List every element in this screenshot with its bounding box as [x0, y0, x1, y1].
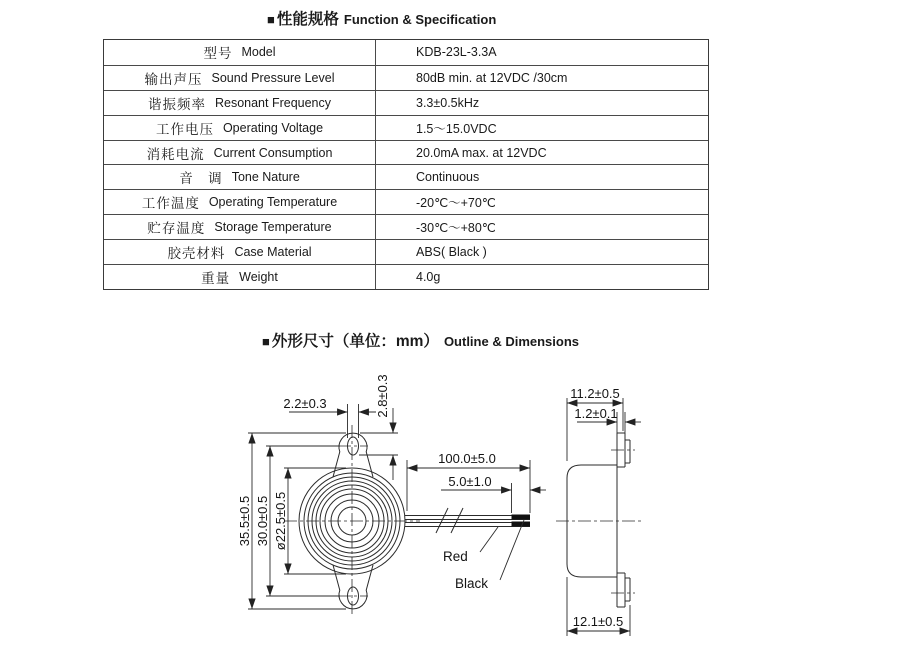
row-value: 4.0g: [416, 270, 441, 285]
lead-wires: [405, 451, 546, 591]
dim-text-wire-length: 100.0±5.0: [438, 451, 496, 466]
side-top-flange: [611, 433, 635, 467]
row-label-en: Tone Nature: [231, 170, 300, 185]
dim-text-side-width: 11.2±0.5: [570, 386, 620, 401]
front-view: [237, 374, 420, 617]
dim-flange-thickness: [574, 406, 641, 433]
row-value: 80dB min. at 12VDC /30cm: [416, 70, 568, 85]
row-value: 3.3±0.5kHz: [416, 95, 480, 110]
black-wire-label: Black: [455, 576, 489, 591]
row-label-zh: 消耗电流: [146, 146, 205, 162]
spec-title-zh: 性能规格: [276, 11, 339, 28]
row-label-zh: 工作电压: [155, 121, 214, 137]
red-wire-label: Red: [443, 549, 468, 564]
dim-text-body-diameter: ø22.5±0.5: [273, 491, 288, 551]
row-label-zh: 谐振频率: [147, 96, 206, 112]
row-value: 1.5～15.0VDC: [416, 121, 497, 136]
break-mark: [436, 508, 448, 533]
outline-title-en: Outline & Dimensions: [443, 334, 580, 349]
row-label-en: Case Material: [234, 245, 312, 260]
row-value: -30℃～+80℃: [416, 221, 496, 236]
dim-text-wire-strip: 5.0±1.0: [448, 474, 492, 489]
black-leader-line: [500, 520, 524, 580]
black-square-icon: ■: [262, 334, 270, 349]
row-label-zh: 输出声压: [144, 71, 203, 87]
row-label-zh: 胶壳材料: [167, 246, 226, 262]
dim-text-ear-hole-height: 2.8±0.3: [375, 374, 390, 418]
row-value: -20℃～+70℃: [416, 196, 496, 211]
spec-title-en: Function & Specification: [343, 12, 497, 27]
row-value: 20.0mA max. at 12VDC: [416, 145, 547, 160]
break-mark: [451, 508, 463, 533]
dim-text-overall-length: 35.5±0.5: [237, 495, 252, 547]
outline-title-zh: 外形尺寸（单位：mm）: [271, 333, 439, 350]
row-label-zh: 音 调: [179, 171, 223, 187]
row-label-zh: 工作温度: [141, 196, 200, 212]
dim-hole-pitch: [255, 446, 340, 596]
row-label-en: Weight: [239, 270, 278, 285]
dim-ear-hole-height: [359, 374, 398, 480]
dim-text-side-total: 12.1±0.5: [572, 614, 624, 629]
row-label-en: Current Consumption: [213, 145, 333, 160]
black-square-icon: ■: [267, 12, 275, 27]
row-label-zh: 贮存温度: [147, 221, 206, 237]
row-label-en: Sound Pressure Level: [211, 70, 335, 85]
dim-ear-hole-width: [283, 396, 376, 438]
row-value: KDB-23L-3.3A: [416, 45, 497, 60]
side-bottom-flange: [611, 573, 635, 607]
side-view: [556, 386, 641, 636]
row-label-en: Operating Temperature: [208, 195, 338, 210]
dim-text-hole-pitch: 30.0±0.5: [255, 495, 270, 547]
row-label-en: Model: [241, 45, 276, 60]
red-leader-line: [480, 527, 498, 552]
row-label-en: Storage Temperature: [214, 220, 332, 235]
wire-tip-top: [512, 515, 531, 520]
row-label-zh: 型号: [203, 46, 233, 62]
wire-tip-bottom: [512, 522, 531, 527]
row-label-zh: 重量: [201, 271, 231, 287]
row-value: Continuous: [416, 170, 480, 185]
dim-text-ear-hole-width: 2.2±0.3: [283, 396, 327, 411]
row-label-en: Resonant Frequency: [214, 95, 332, 110]
row-label-en: Operating Voltage: [222, 120, 324, 135]
row-value: ABS( Black ): [416, 245, 487, 260]
dim-text-flange-thickness: 1.2±0.1: [574, 406, 618, 421]
